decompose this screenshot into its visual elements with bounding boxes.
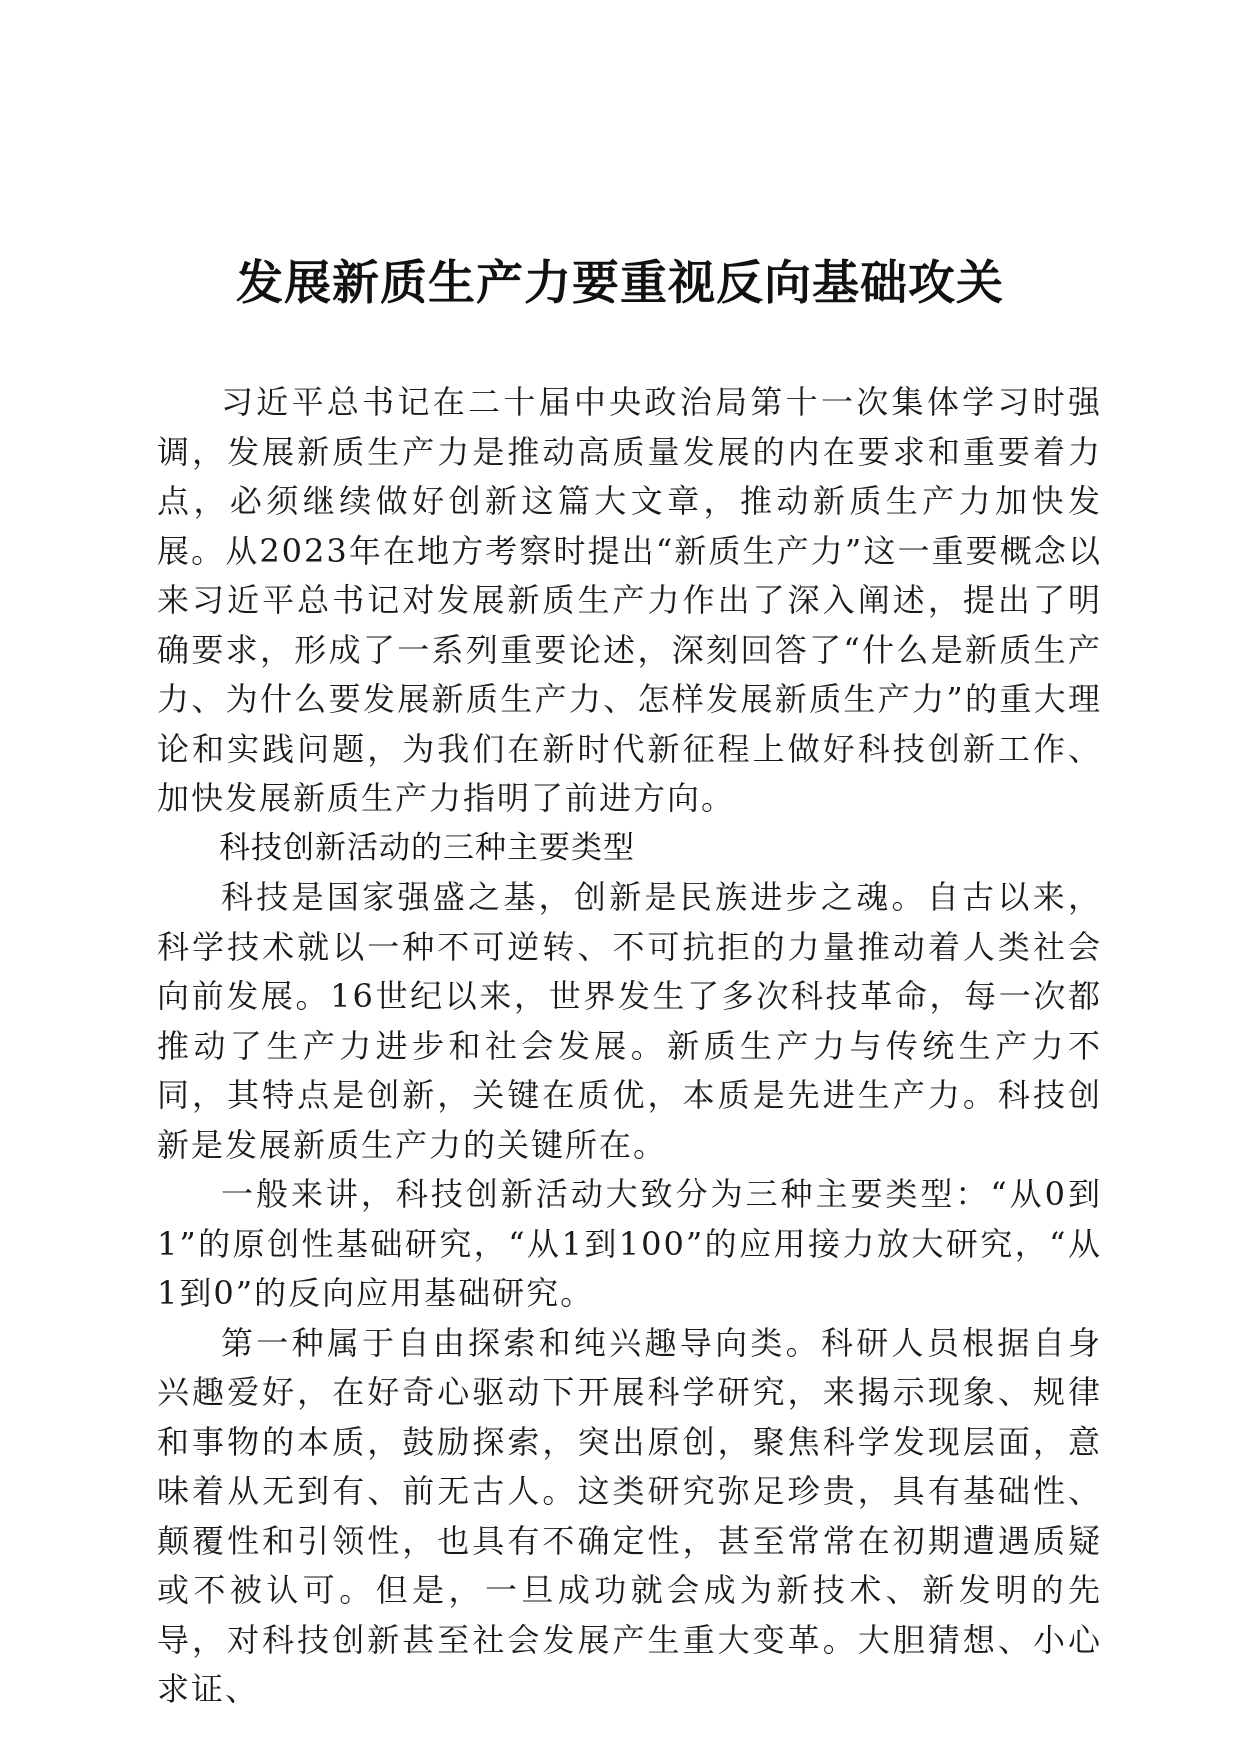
section-heading: 科技创新活动的三种主要类型 [219, 829, 635, 866]
paragraph-section-1: 科技是国家强盛之基，创新是民族进步之魂。自古以来，科学技术就以一种不可逆转、不可抗拒的力量推动着人类社会向前发展。16世纪以来，世界发生了多次科技革命，每一次都推动了生产力进步和社会发展。新质生产力与传统生产力不同，其特点是创新，关键在质优，本质是先进生产力。科技创新是发展新质生产力的关键所在。 [157, 878, 1102, 1164]
document-body [157, 378, 1102, 1715]
document-title: 发展新质生产力要重视反向基础攻关 [236, 256, 1004, 311]
paragraph-intro: 习近平总书记在二十届中央政治局第十一次集体学习时强调，发展新质生产力是推动高质量发展的内在要求和重要着力点，必须继续做好创新这篇大文章，推动新质生产力加快发展。从2023年在地方考察时提出“新质生产力”这一重要概念以来习近平总书记对发展新质生产力作出了深入阐述，提出了明确要求，形成了一系列重要论述，深刻回答了“什么是新质生产力、为什么要发展新质生产力、怎样发展新质生产力”的重大理论和实践问题，为我们在新时代新征程上做好科技创新工作、加快发展新质生产力指明了前进方向。 [157, 383, 1102, 817]
paragraph-section-2: 一般来讲，科技创新活动大致分为三种主要类型：“从0到1”的原创性基础研究，“从1到100”的应用接力放大研究，“从1到0”的反向应用基础研究。 [157, 1175, 1102, 1312]
paragraph-section-3: 第一种属于自由探索和纯兴趣导向类。科研人员根据自身兴趣爱好，在好奇心驱动下开展科学研究，来揭示现象、规律和事物的本质，鼓励探索，突出原创，聚焦科学发现层面，意味着从无到有、前无古人。这类研究弥足珍贵，具有基础性、颠覆性和引领性，也具有不确定性，甚至常常在初期遭遇质疑或不被认可。但是，一旦成功就会成为新技术、新发明的先导，对科技创新甚至社会发展产生重大变革。大胆猜想、小心求证、 [157, 1323, 1102, 1708]
